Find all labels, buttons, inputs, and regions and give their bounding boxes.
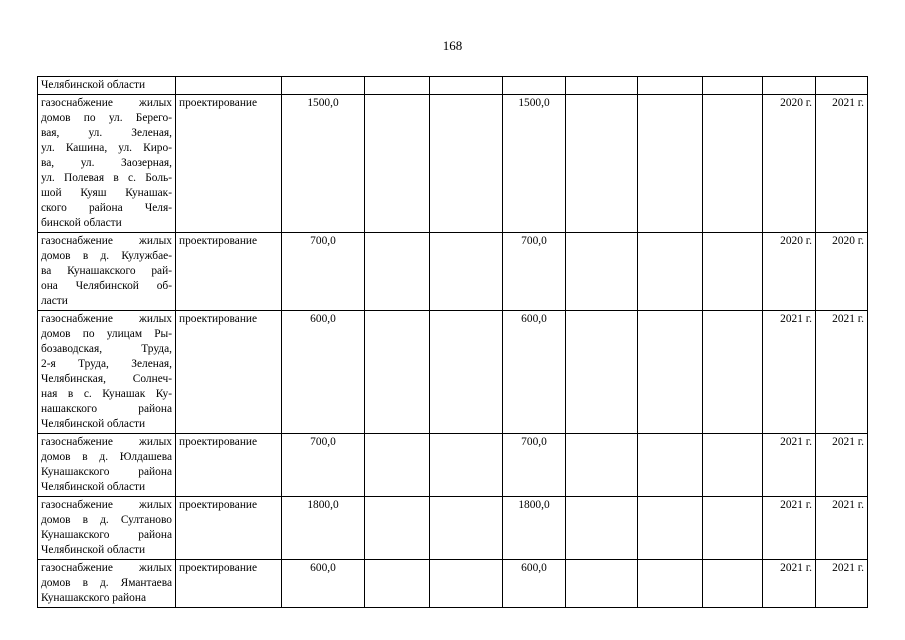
empty-cell bbox=[638, 77, 703, 95]
object-name-line: газоснабжение жилых bbox=[41, 235, 172, 247]
amount-cell: 600,0 bbox=[503, 311, 566, 434]
object-name-cell bbox=[38, 434, 176, 497]
empty-cell bbox=[365, 560, 430, 608]
empty-cell bbox=[566, 233, 638, 311]
start-year-cell: 2021 г. bbox=[763, 560, 816, 608]
start-year-cell: 2021 г. bbox=[763, 434, 816, 497]
amount-cell: 600,0 bbox=[503, 560, 566, 608]
empty-cell bbox=[703, 233, 763, 311]
empty-cell bbox=[638, 560, 703, 608]
amount-cell: 600,0 bbox=[282, 311, 365, 434]
program-table bbox=[37, 76, 868, 608]
work-type-cell: проектирование bbox=[176, 311, 282, 434]
object-name-line: Кунашакского района bbox=[41, 592, 146, 604]
empty-cell bbox=[430, 77, 503, 95]
object-name-line: ва, ул. Заозерная, bbox=[41, 157, 172, 169]
object-name-line: домов по улицам Ры- bbox=[41, 328, 172, 340]
object-name-line: Челябинской области bbox=[41, 418, 146, 430]
object-name-line: Челябинской области bbox=[41, 544, 146, 556]
amount-cell: 700,0 bbox=[503, 233, 566, 311]
empty-cell bbox=[816, 77, 868, 95]
object-name-line: газоснабжение жилых bbox=[41, 562, 172, 574]
amount-cell: 700,0 bbox=[503, 434, 566, 497]
object-name-line: домов в д. Юлдашева bbox=[41, 451, 172, 463]
empty-cell bbox=[566, 560, 638, 608]
object-name-line: бинской области bbox=[41, 217, 122, 229]
page-number: 168 bbox=[442, 38, 463, 53]
table-row bbox=[38, 560, 868, 608]
empty-cell bbox=[566, 95, 638, 233]
object-name-line: ва Кунашакского рай- bbox=[41, 265, 172, 277]
object-name-cell bbox=[38, 95, 176, 233]
object-name-line: домов в д. Ямантаева bbox=[41, 577, 172, 589]
empty-cell bbox=[566, 434, 638, 497]
start-year-cell: 2020 г. bbox=[763, 233, 816, 311]
work-type-cell: проектирование bbox=[176, 233, 282, 311]
object-name-line: ная в с. Кунашак Ку- bbox=[41, 388, 172, 400]
object-name-line: газоснабжение жилых bbox=[41, 499, 172, 511]
empty-cell bbox=[365, 233, 430, 311]
empty-cell bbox=[430, 434, 503, 497]
amount-cell: 700,0 bbox=[282, 233, 365, 311]
object-name-line: ул. Полевая в с. Боль- bbox=[41, 172, 172, 184]
empty-cell bbox=[638, 311, 703, 434]
empty-cell bbox=[566, 497, 638, 560]
table-row bbox=[38, 77, 868, 95]
object-name-line: домов в д. Кулужбае- bbox=[41, 250, 172, 262]
object-name-line: газоснабжение жилых bbox=[41, 313, 172, 325]
empty-cell bbox=[176, 77, 282, 95]
empty-cell bbox=[566, 77, 638, 95]
empty-cell bbox=[638, 434, 703, 497]
empty-cell bbox=[503, 77, 566, 95]
empty-cell bbox=[703, 497, 763, 560]
object-name-line: она Челябинской об- bbox=[41, 280, 172, 292]
work-type-cell: проектирование bbox=[176, 560, 282, 608]
start-year-cell: 2021 г. bbox=[763, 311, 816, 434]
table-body bbox=[38, 77, 868, 608]
empty-cell bbox=[566, 311, 638, 434]
object-name-line: шой Куяш Кунашак- bbox=[41, 187, 172, 199]
object-name-line: газоснабжение жилых bbox=[41, 436, 172, 448]
object-name-line: Кунашакского района bbox=[41, 529, 172, 541]
empty-cell bbox=[365, 497, 430, 560]
object-name-cell: Челябинской области bbox=[38, 77, 176, 95]
amount-cell: 1800,0 bbox=[503, 497, 566, 560]
amount-cell: 1800,0 bbox=[282, 497, 365, 560]
object-name-cell bbox=[38, 497, 176, 560]
empty-cell bbox=[430, 497, 503, 560]
table-row bbox=[38, 95, 868, 233]
object-name-line: нашакского района bbox=[41, 403, 172, 415]
empty-cell bbox=[430, 311, 503, 434]
empty-cell bbox=[365, 311, 430, 434]
work-type-cell: проектирование bbox=[176, 434, 282, 497]
end-year-cell: 2021 г. bbox=[816, 95, 868, 233]
empty-cell bbox=[430, 233, 503, 311]
amount-cell: 700,0 bbox=[282, 434, 365, 497]
empty-cell bbox=[703, 77, 763, 95]
empty-cell bbox=[638, 95, 703, 233]
end-year-cell: 2021 г. bbox=[816, 497, 868, 560]
object-name-line: Челябинской области bbox=[41, 481, 146, 493]
end-year-cell: 2021 г. bbox=[816, 434, 868, 497]
table-row bbox=[38, 434, 868, 497]
end-year-cell: 2021 г. bbox=[816, 560, 868, 608]
object-name-line: вая, ул. Зеленая, bbox=[41, 127, 172, 139]
empty-cell bbox=[703, 95, 763, 233]
object-name-line: ул. Кашина, ул. Киро- bbox=[41, 142, 172, 154]
amount-cell: 600,0 bbox=[282, 560, 365, 608]
object-name-cell bbox=[38, 233, 176, 311]
start-year-cell: 2020 г. bbox=[763, 95, 816, 233]
empty-cell bbox=[430, 560, 503, 608]
empty-cell bbox=[365, 77, 430, 95]
work-type-cell: проектирование bbox=[176, 95, 282, 233]
object-name-line: Кунашакского района bbox=[41, 466, 172, 478]
empty-cell bbox=[365, 434, 430, 497]
end-year-cell: 2020 г. bbox=[816, 233, 868, 311]
object-name-line: Челябинская, Солнеч- bbox=[41, 373, 172, 385]
object-name-line: ласти bbox=[41, 295, 68, 307]
table-row bbox=[38, 497, 868, 560]
empty-cell bbox=[430, 95, 503, 233]
object-name-line: бозаводская, Труда, bbox=[41, 343, 172, 355]
empty-cell bbox=[703, 560, 763, 608]
empty-cell bbox=[365, 95, 430, 233]
start-year-cell: 2021 г. bbox=[763, 497, 816, 560]
table-row bbox=[38, 311, 868, 434]
amount-cell: 1500,0 bbox=[503, 95, 566, 233]
end-year-cell: 2021 г. bbox=[816, 311, 868, 434]
object-name-line: ского района Челя- bbox=[41, 202, 172, 214]
empty-cell bbox=[638, 497, 703, 560]
empty-cell bbox=[703, 311, 763, 434]
object-name-cell bbox=[38, 560, 176, 608]
amount-cell: 1500,0 bbox=[282, 95, 365, 233]
work-type-cell: проектирование bbox=[176, 497, 282, 560]
object-name-line: домов в д. Султаново bbox=[41, 514, 172, 526]
empty-cell bbox=[638, 233, 703, 311]
object-name-line: газоснабжение жилых bbox=[41, 97, 172, 109]
empty-cell bbox=[282, 77, 365, 95]
empty-cell bbox=[703, 434, 763, 497]
table-row bbox=[38, 233, 868, 311]
object-name-line: домов по ул. Берего- bbox=[41, 112, 172, 124]
object-name-line: 2-я Труда, Зеленая, bbox=[41, 358, 172, 370]
object-name-cell bbox=[38, 311, 176, 434]
empty-cell bbox=[763, 77, 816, 95]
